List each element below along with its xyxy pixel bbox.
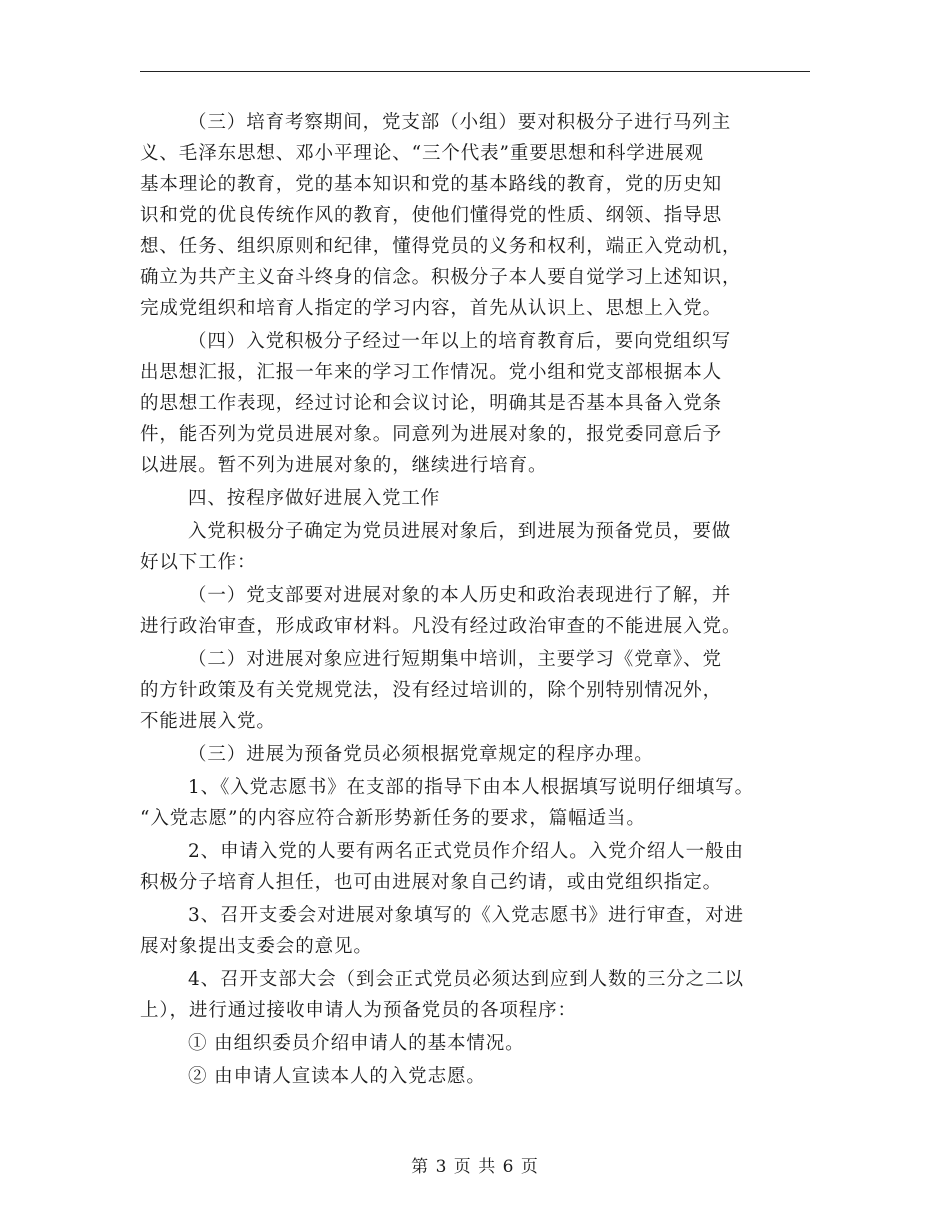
text-line: 2、申请入党的人要有两名正式党员作介绍人。入党介绍人一般由 (188, 841, 744, 862)
text-line: 义、毛泽东思想、邓小平理论、“三个代表”重要思想和科学进展观 (140, 143, 704, 164)
page-number-footer: 第 3 页 共 6 页 (411, 1157, 539, 1177)
text-line: （二）对进展对象应进行短期集中培训，主要学习《党章》、党 (188, 649, 722, 670)
text-line: 的方针政策及有关党规党法，没有经过培训的，除个别特别情况外， (140, 680, 723, 701)
text-line: 确立为共产主义奋斗终身的信念。积极分子本人要自觉学习上述知识， (140, 267, 742, 288)
paragraph (140, 964, 815, 1026)
text-line: 入党积极分子确定为党员进展对象后，到进展为预备党员，要做 (188, 521, 732, 542)
text-line: 展对象提出支委会的意见。 (140, 936, 373, 957)
text-line: “入党志愿”的内容应符合新形势新任务的要求，篇幅适当。 (140, 808, 646, 829)
header-rule (140, 71, 810, 72)
text-line: ② 由申请人宣读本人的入党志愿。 (188, 1066, 486, 1087)
text-line: （三）进展为预备党员必须根据党章规定的程序办理。 (188, 744, 654, 765)
paragraph (140, 739, 815, 770)
paragraph (140, 836, 815, 898)
text-line: 识和党的优良传统作风的教育，使他们懂得党的性质、纲领、指导思 (140, 205, 723, 226)
text-line: 基本理论的教育，党的基本知识和党的基本路线的教育，党的历史知 (140, 174, 723, 195)
paragraph (140, 580, 815, 642)
paragraph (140, 483, 815, 514)
paragraph (140, 772, 815, 834)
paragraph (140, 644, 815, 737)
paragraph (140, 107, 815, 324)
text-line: 四、按程序做好进展入党工作 (188, 488, 441, 509)
text-line: 积极分子培育人担任，也可由进展对象自己约请，或由党组织指定。 (140, 872, 723, 893)
text-line: 好以下工作： (140, 552, 257, 573)
paragraph (140, 900, 815, 962)
paragraph (140, 1028, 815, 1059)
text-line: 件，能否列为党员进展对象。同意列为进展对象的，报党委同意后予 (140, 424, 723, 445)
text-line: （一）党支部要对进展对象的本人历史和政治表现进行了解，并 (188, 585, 732, 606)
text-line: 出思想汇报，汇报一年来的学习工作情况。党小组和党支部根据本人 (140, 362, 723, 383)
paragraph (140, 516, 815, 578)
text-line: 上），进行通过接收申请人为预备党员的各项程序： (140, 1000, 577, 1021)
text-line: 3、召开支委会对进展对象填写的《入党志愿书》进行审查，对进 (188, 905, 744, 926)
text-line: 1、《入党志愿书》在支部的指导下由本人根据填写说明仔细填写。 (188, 777, 755, 798)
text-line: 想、任务、组织原则和纪律，懂得党员的义务和权利，端正入党动机， (140, 236, 742, 257)
text-line: 的思想工作表现，经过讨论和会议讨论，明确其是否基本具备入党条 (140, 393, 723, 414)
text-line: （四）入党积极分子经过一年以上的培育教育后，要向党组织写 (188, 331, 732, 352)
text-line: 以进展。暂不列为进展对象的，继续进行培育。 (140, 455, 548, 476)
text-line: ① 由组织委员介绍申请人的基本情况。 (188, 1033, 525, 1054)
text-line: 不能进展入党。 (140, 711, 276, 732)
text-line: 完成党组织和培育人指定的学习内容，首先从认识上、思想上入党。 (140, 298, 723, 319)
document-body (140, 107, 815, 1094)
text-line: 4、召开支部大会（到会正式党员必须达到应到人数的三分之二以 (188, 969, 744, 990)
text-line: （三）培育考察期间，党支部（小组）要对积极分子进行马列主 (188, 112, 732, 133)
paragraph (140, 326, 815, 481)
paragraph (140, 1061, 815, 1092)
text-line: 进行政治审查，形成政审材料。凡没有经过政治审查的不能进展入党。 (140, 616, 742, 637)
